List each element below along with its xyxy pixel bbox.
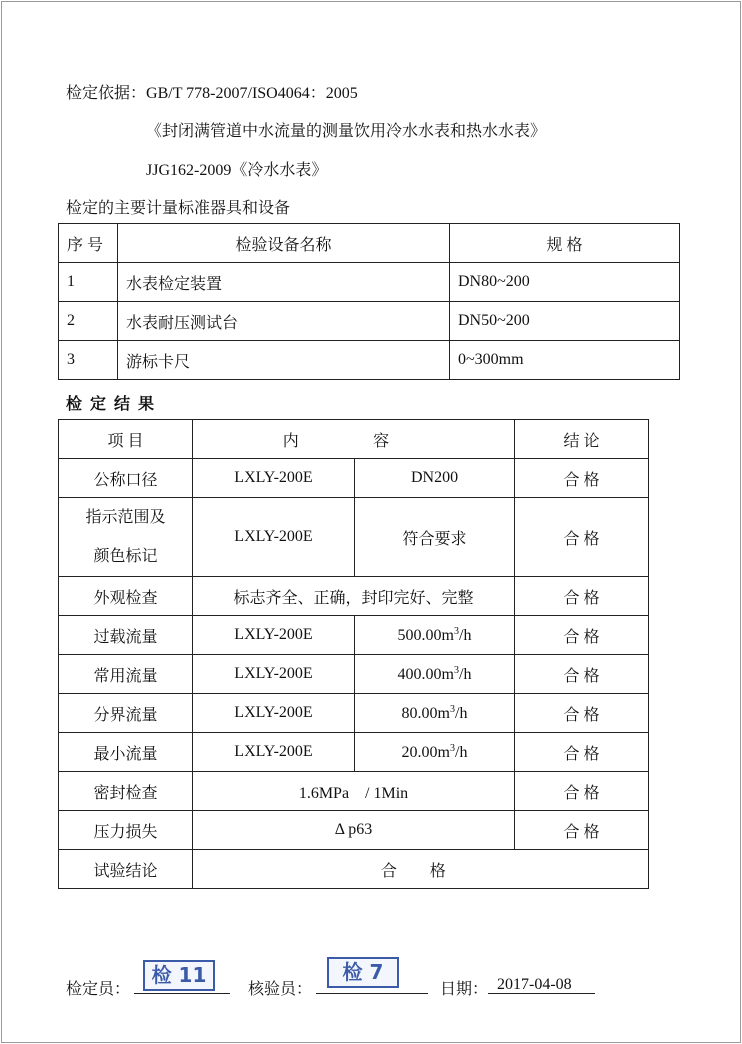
date-label: 日期：: [440, 981, 489, 998]
results-header-row: [59, 420, 649, 459]
flow-unit-sup: 3: [454, 664, 459, 676]
flow-unit-tail: /h: [459, 626, 472, 644]
flow-unit-sup: 3: [450, 742, 455, 754]
flow-value: 20.00m: [401, 743, 450, 761]
result-conclusion: 合 格: [515, 811, 649, 850]
equipment-spec: DN50~200: [450, 302, 680, 341]
equipment-spec: DN80~200: [450, 263, 680, 302]
inspector-signature-line: [134, 993, 230, 994]
result-conclusion: 合 格: [515, 459, 649, 498]
result-value: [355, 733, 515, 772]
results-header-content-text: 内 容: [282, 432, 425, 450]
result-conclusion: 合 格: [515, 577, 649, 616]
result-model: LXLY-200E: [193, 655, 355, 694]
results-header-content: [193, 420, 515, 459]
table-row: [59, 772, 649, 811]
results-header-item: 项 目: [59, 420, 193, 459]
result-value: [355, 616, 515, 655]
basis-standard: GB/T 778-2007/ISO4064：2005: [146, 85, 358, 102]
results-heading: 检定结果: [66, 396, 163, 413]
final-conclusion-text: 合 格: [380, 862, 461, 880]
table-row: [59, 616, 649, 655]
table-row: [59, 694, 649, 733]
result-model: LXLY-200E: [193, 694, 355, 733]
equipment-heading: 检定的主要计量标准器具和设备: [66, 200, 291, 217]
result-item: 过载流量: [59, 616, 193, 655]
table-row: [59, 577, 649, 616]
table-row: [59, 459, 649, 498]
flow-unit-sup: 3: [450, 703, 455, 715]
result-content: 1.6MPa / 1Min: [193, 772, 515, 811]
checker-label: 核验员：: [248, 981, 313, 998]
table-row: [59, 263, 680, 302]
equipment-name: 水表耐压测试台: [118, 302, 450, 341]
result-conclusion: 合 格: [515, 772, 649, 811]
table-row: [59, 655, 649, 694]
equipment-no: 2: [59, 302, 118, 341]
flow-unit-tail: /h: [459, 665, 472, 683]
equipment-header-name: 检验设备名称: [118, 224, 450, 263]
result-conclusion: 合 格: [515, 616, 649, 655]
result-conclusion: 合 格: [515, 655, 649, 694]
table-row: [59, 850, 649, 889]
result-value: [355, 694, 515, 733]
flow-value: 400.00m: [397, 665, 454, 683]
result-item-line2: 颜色标记: [93, 548, 158, 565]
result-conclusion: 合 格: [515, 733, 649, 772]
equipment-header-spec: 规 格: [450, 224, 680, 263]
equipment-header-no: 序 号: [59, 224, 118, 263]
flow-value: 500.00m: [397, 626, 454, 644]
result-conclusion: 合 格: [515, 694, 649, 733]
result-item: 压力损失: [59, 811, 193, 850]
table-row: [59, 341, 680, 380]
equipment-name: 游标卡尺: [118, 341, 450, 380]
basis-line: [66, 80, 358, 103]
result-item: 外观检查: [59, 577, 193, 616]
result-value: [355, 655, 515, 694]
result-item-line1: 指示范围及: [85, 509, 166, 526]
result-item: 分界流量: [59, 694, 193, 733]
result-value: DN200: [355, 459, 515, 498]
checker-stamp: 检 7: [327, 957, 399, 988]
inspector-label: 检定员：: [66, 981, 131, 998]
flow-unit-sup: 3: [454, 625, 459, 637]
equipment-table: [58, 223, 680, 380]
result-item: 公称口径: [59, 459, 193, 498]
table-row: [59, 811, 649, 850]
flow-value: 80.00m: [401, 704, 450, 722]
result-model: LXLY-200E: [193, 616, 355, 655]
result-value: 符合要求: [355, 498, 515, 577]
result-item: 最小流量: [59, 733, 193, 772]
result-conclusion: 合 格: [515, 498, 649, 577]
final-conclusion: [193, 850, 649, 889]
date-value: 2017-04-08: [497, 976, 572, 993]
results-header-conclusion: 结 论: [515, 420, 649, 459]
result-item: 常用流量: [59, 655, 193, 694]
table-row: [59, 302, 680, 341]
table-row: [59, 733, 649, 772]
inspector-stamp: 检 11: [143, 960, 215, 991]
equipment-no: 1: [59, 263, 118, 302]
result-content: 标志齐全、正确，封印完好、完整: [193, 577, 515, 616]
basis-regulation: JJG162-2009《冷水水表》: [146, 162, 328, 179]
basis-standard-title: 《封闭满管道中水流量的测量饮用冷水水表和热水水表》: [146, 123, 547, 140]
flow-unit-tail: /h: [455, 704, 468, 722]
equipment-header-row: [59, 224, 680, 263]
result-model: LXLY-200E: [193, 498, 355, 577]
result-content: Δ p63: [193, 811, 515, 850]
equipment-no: 3: [59, 341, 118, 380]
basis-label: 检定依据：: [66, 85, 147, 102]
equipment-name: 水表检定装置: [118, 263, 450, 302]
table-row: [59, 498, 649, 577]
result-model: LXLY-200E: [193, 733, 355, 772]
result-item: [59, 498, 193, 577]
checker-signature-line: [316, 993, 428, 994]
flow-unit-tail: /h: [455, 743, 468, 761]
result-item: 试验结论: [59, 850, 193, 889]
results-table: [58, 419, 649, 889]
result-model: LXLY-200E: [193, 459, 355, 498]
result-item: 密封检查: [59, 772, 193, 811]
equipment-spec: 0~300mm: [450, 341, 680, 380]
